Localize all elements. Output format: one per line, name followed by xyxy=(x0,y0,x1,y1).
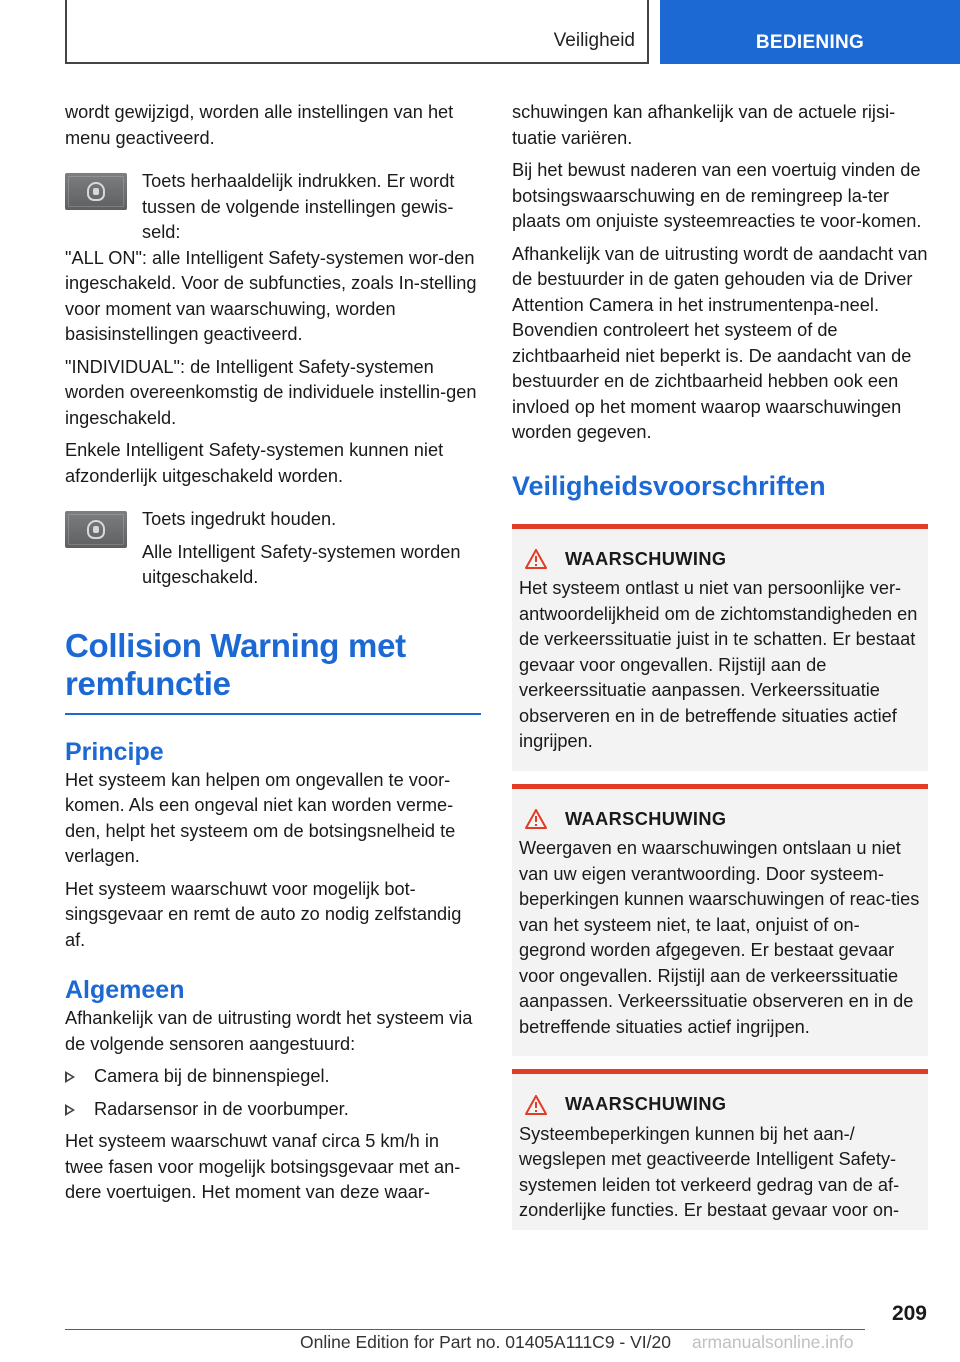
paragraph: Enkele Intelligent Safety-systemen kunnen niet afzonderlijk uitgeschakeld worden. xyxy=(65,440,444,486)
list-item-text: Camera bij de binnenspiegel. xyxy=(94,1066,330,1086)
warning-header xyxy=(525,547,921,573)
list-item xyxy=(65,1064,481,1090)
chapter-divider xyxy=(65,713,481,715)
warning-triangle-icon xyxy=(525,809,547,829)
section-title-principe: Principe xyxy=(65,737,164,766)
left-column xyxy=(65,100,481,1213)
paragraph: Afhankelijk van de uitrusting wordt de aandacht van de bestuurder in de gaten gehouden via de Driver Attention Camera in het instrumentenpa-neel. Bovendien controleert het systeem of de zichtbaarheid niet beperkt is. De aandacht van de bestuurder en de zichtbaarheid hebben ook een invloed op het moment waarop waarschuwingen worden gegeven. xyxy=(512,243,928,442)
footer-watermark: armanualsonline.info xyxy=(692,1332,854,1352)
warning-title: WAARSCHUWING xyxy=(565,808,727,829)
warning-title: WAARSCHUWING xyxy=(565,548,727,569)
key-instruction-text: Toets ingedrukt houden. xyxy=(142,509,337,529)
warning-box xyxy=(512,1069,928,1230)
paragraph: Het systeem waarschuwt voor mogelijk bot-singsgevaar en remt de auto zo nodig zelfstandig af. xyxy=(65,878,462,950)
page-number: 209 xyxy=(891,1302,927,1325)
warning-box xyxy=(512,524,928,771)
warning-box xyxy=(512,784,928,1057)
section-title-safety: Veiligheidsvoorschriften xyxy=(512,470,826,501)
warning-header xyxy=(525,807,921,833)
triangle-bullet-icon xyxy=(65,1071,75,1083)
footer-edition: Online Edition for Part no. 01405A111C9 - VI/20 xyxy=(300,1332,671,1352)
list-item xyxy=(65,1097,481,1123)
warning-triangle-icon xyxy=(525,549,547,569)
right-column xyxy=(512,100,928,1243)
safety-button-icon xyxy=(65,173,127,210)
paragraph: wordt gewijzigd, worden alle instellingen van het menu geactiveerd. xyxy=(65,102,454,148)
paragraph: Bij het bewust naderen van een voertuig vinden de botsingswaarschuwing en de remingreep la-ter plaats om onjuiste systeemreacties te voor-komen. xyxy=(512,160,922,231)
key-instruction-text: Alle Intelligent Safety-systemen worden uitgeschakeld. xyxy=(142,541,461,587)
warning-text: Weergaven en waarschuwingen ontslaan u niet van uw eigen verantwoording. Door systeem-beperkingen kunnen waarschuwingen of reac-ties van het systeem niet, te laat, onjuist of on-gegrond worden afgegeven. Er bestaat gevaar voor ongevallen. Rijstijl aan de verkeerssituatie aanpassen. Verkeerssituatie observeren en in de betreffende situaties actief ingrijpen. xyxy=(519,838,920,1037)
key-instruction-1 xyxy=(65,169,481,246)
header-section-label: Veiligheid xyxy=(553,30,635,51)
key-instruction-2 xyxy=(65,507,481,591)
header-chapter-tab[interactable] xyxy=(660,0,960,64)
footer-divider xyxy=(65,1329,865,1330)
section-title-algemeen: Algemeen xyxy=(65,976,185,1004)
paragraph: Afhankelijk van de uitrusting wordt het systeem via de volgende sensoren aangestuurd: xyxy=(65,1008,473,1054)
triangle-bullet-icon xyxy=(65,1104,75,1116)
paragraph: Het systeem kan helpen om ongevallen te voor-komen. Als een ongeval niet kan worden verme-den, helpt het systeem om de botsingsnelheid te verlagen. xyxy=(65,769,456,866)
paragraph: schuwingen kan afhankelijk van de actuele rijsi-tuatie variëren. xyxy=(512,102,896,148)
paragraph: "ALL ON": alle Intelligent Safety-systemen wor-den ingeschakeld. Voor de subfuncties, zoals In-stelling voor moment van waarschuwing, worden basisinstellingen geactiveerd. xyxy=(65,247,477,344)
paragraph: "INDIVIDUAL": de Intelligent Safety-systemen worden overeenkomstig de individuele instellin-gen ingeschakeld. xyxy=(65,356,477,428)
warning-text: Systeembeperkingen kunnen bij het aan-/ wegslepen met geactiveerde Intelligent Safety-systemen leiden tot verkeerd gedrag van de af-zonderlijke functies. Er bestaat gevaar voor on- xyxy=(519,1123,900,1220)
header-tab-label: BEDIENING xyxy=(755,32,865,53)
chapter-title: Collision Warning met remfunctie xyxy=(65,626,406,702)
key-instruction-text: Toets herhaaldelijk indrukken. Er wordt tussen de volgende instellingen gewis-seld: xyxy=(142,171,455,242)
warning-title: WAARSCHUWING xyxy=(565,1094,727,1114)
list-item-text: Radarsensor in de voorbumper. xyxy=(94,1098,349,1119)
paragraph: Het systeem waarschuwt vanaf circa 5 km/h in twee fasen voor mogelijk botsingsgevaar met an-dere voertuigen. Het moment van deze waar- xyxy=(65,1131,461,1202)
warning-triangle-icon xyxy=(525,1095,547,1115)
warning-text: Het systeem ontlast u niet van persoonlijke ver-antwoordelijkheid om de zichtomstandigheden en de verkeerssituatie juist in te schatten. Er bestaat gevaar voor ongevallen. Rijstijl aan de verkeerssituatie aanpassen. Verkeerssituatie observeren en in de betreffende situaties actief ingrijpen. xyxy=(519,578,918,751)
warning-header xyxy=(525,1092,921,1118)
safety-button-icon xyxy=(65,511,127,548)
header-section-box xyxy=(65,0,649,64)
